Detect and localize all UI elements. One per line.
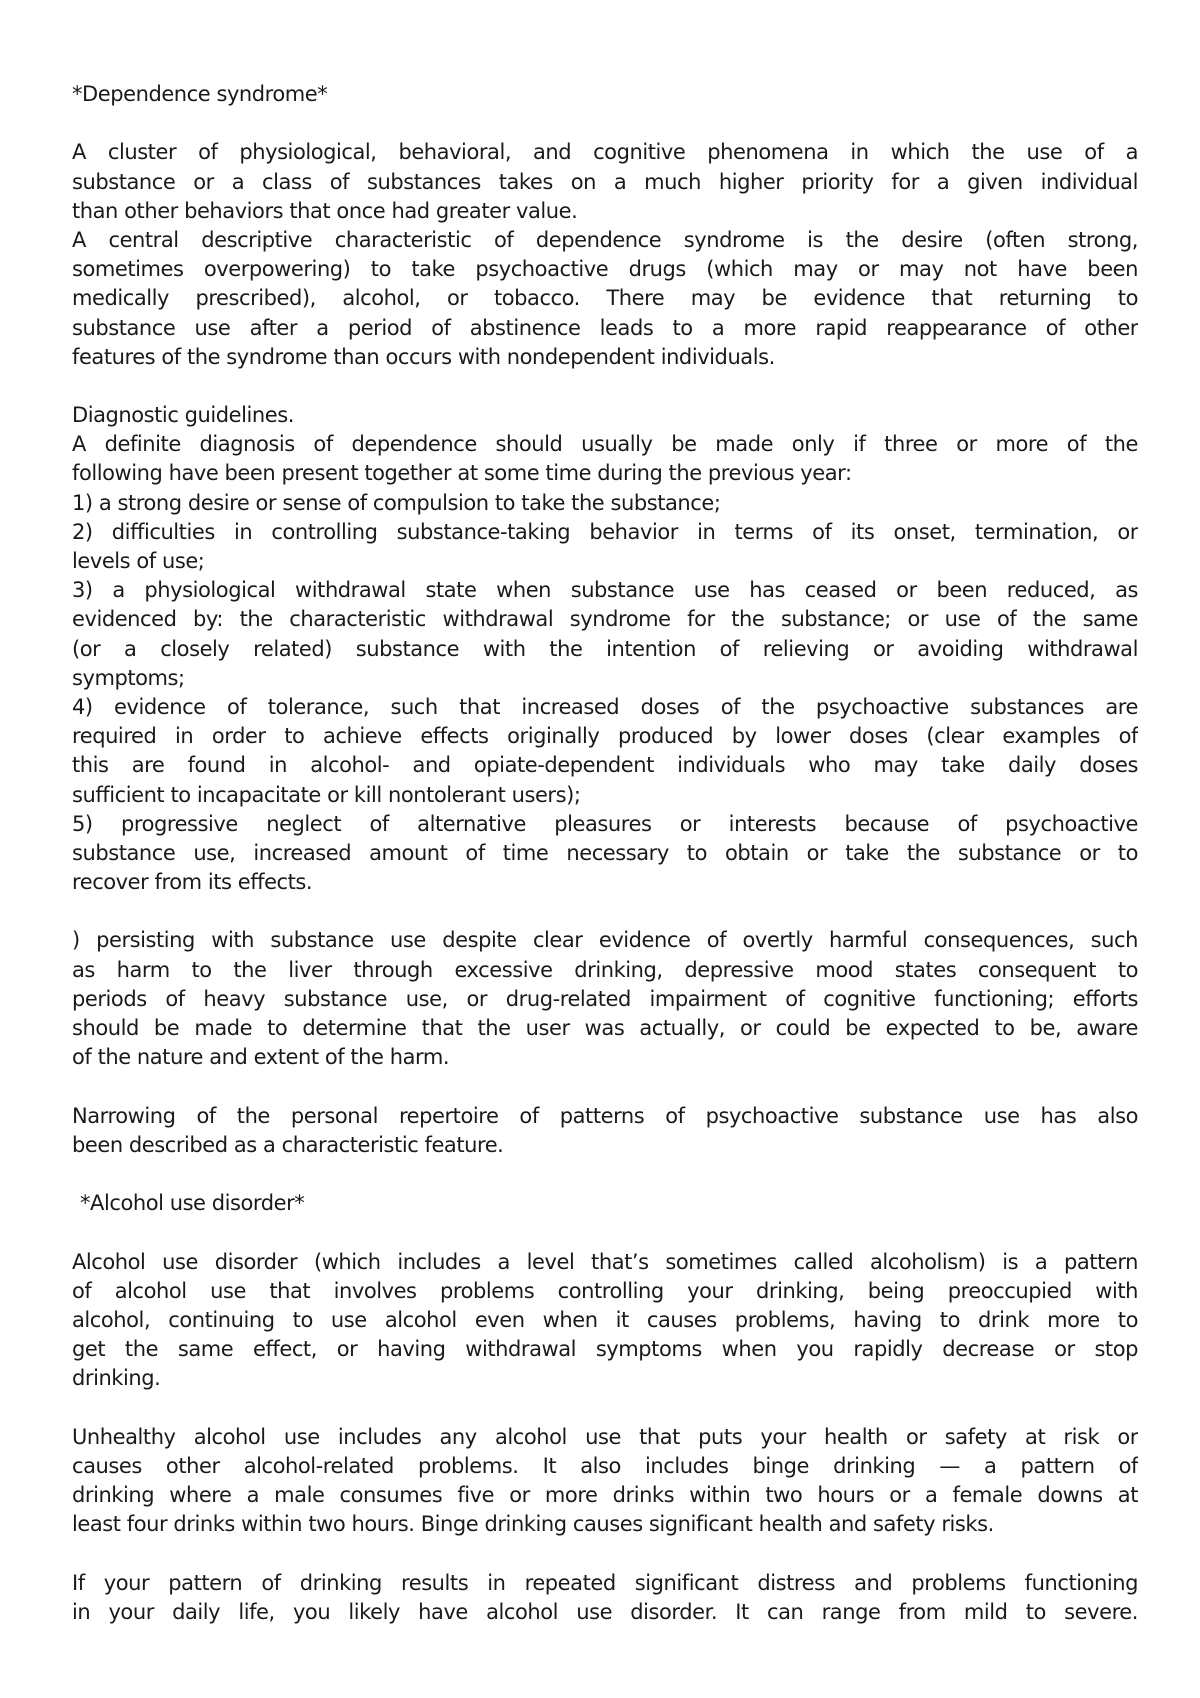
text-line: (or a closely related) substance with the intention of relieving or avoiding withdrawal [72,636,1138,661]
text-line: evidenced by: the characteristic withdrawal syndrome for the substance; or use of the same [72,607,1138,632]
text-line: required in order to achieve effects originally produced by lower doses (clear examples of [72,724,1138,749]
text-line: of alcohol use that involves problems controlling your drinking, being preoccupied with [72,1278,1138,1303]
paragraph-pattern-of-drinking [72,1569,1138,1627]
text-line: A definite diagnosis of dependence should usually be made only if three or more of the [72,432,1138,457]
list-item-3: 3) a physiological withdrawal state when substance use has ceased or been reduced, as [72,578,1138,603]
text-line: substance or a class of substances takes on a much higher priority for a given individual [72,169,1138,194]
paragraph-unhealthy-use [72,1423,1138,1540]
text-line: drinking where a male consumes five or more drinks within two hours or a female downs at [72,1483,1138,1507]
text-line: causes other alcohol-related problems. It also includes binge drinking — a pattern of [72,1453,1138,1478]
paragraph-persisting [72,926,1138,1072]
paragraph-central-characteristic [72,226,1138,372]
text-line: than other behaviors that once had greater value. [72,198,578,223]
text-line: get the same effect, or having withdrawal symptoms when you rapidly decrease or stop [72,1337,1138,1362]
text-line: medically prescribed), alcohol, or tobacco. There may be evidence that returning to [72,286,1138,311]
paragraph-diagnostic-guidelines [72,401,1138,897]
spacer [72,897,1138,926]
text-line: substance use, increased amount of time necessary to obtain or take the substance or to [72,840,1138,865]
paragraph-narrowing [72,1102,1138,1160]
paragraph-definition [72,138,1138,226]
text-line: Unhealthy alcohol use includes any alcohol use that puts your health or safety at risk or [72,1424,1138,1449]
text-line: A central descriptive characteristic of dependence syndrome is the desire (often strong, [72,227,1138,252]
text-line: symptoms; [72,665,185,690]
list-item-2: 2) difficulties in controlling substance-taking behavior in terms of its onset, termination, or [72,519,1138,544]
text-line: following have been present together at some time during the previous year: [72,461,852,486]
text-line: as harm to the liver through excessive drinking, depressive mood states consequent to [72,957,1138,982]
text-line: Narrowing of the personal repertoire of patterns of psychoactive substance use has also [72,1103,1138,1128]
text-line: sufficient to incapacitate or kill nontolerant users); [72,782,581,807]
text-line: substance use after a period of abstinence leads to a more rapid reappearance of other [72,315,1138,340]
spacer [72,109,1138,138]
text-line: been described as a characteristic feature. [72,1132,504,1157]
subheading-diagnostic-guidelines: Diagnostic guidelines. [72,403,294,428]
text-line: sometimes overpowering) to take psychoactive drugs (which may or may not have been [72,257,1138,282]
list-item-4: 4) evidence of tolerance, such that increased doses of the psychoactive substances are [72,694,1138,719]
text-line: alcohol, continuing to use alcohol even when it causes problems, having to drink more to [72,1307,1138,1332]
text-line: periods of heavy substance use, or drug-related impairment of cognitive functioning; efforts [72,986,1138,1011]
list-item-5: 5) progressive neglect of alternative pleasures or interests because of psychoactive [72,811,1138,836]
spacer [72,1539,1138,1568]
spacer [72,1160,1138,1189]
text-line: If your pattern of drinking results in repeated significant distress and problems functioning [72,1570,1138,1595]
paragraph-aud-definition [72,1248,1138,1394]
text-line: least four drinks within two hours. Binge drinking causes significant health and safety risks. [72,1512,994,1537]
text-line: Alcohol use disorder (which includes a level that’s sometimes called alcoholism) is a pattern [72,1249,1138,1274]
spacer [72,372,1138,401]
text-line: ) persisting with substance use despite clear evidence of overtly harmful consequences, such [72,928,1138,953]
text-line: this are found in alcohol- and opiate-dependent individuals who may take daily doses [72,753,1138,778]
text-line: of the nature and extent of the harm. [72,1045,450,1070]
spacer [72,1072,1138,1101]
heading-alcohol-use-disorder: *Alcohol use disorder* [80,1191,305,1216]
heading-dependence-syndrome: *Dependence syndrome* [72,82,328,106]
text-line: drinking. [72,1366,161,1391]
text-line: levels of use; [72,549,205,573]
text-line: should be made to determine that the user was actually, or could be expected to be, aware [72,1016,1138,1040]
text-line: A cluster of physiological, behavioral, and cognitive phenomena in which the use of a [72,140,1138,165]
text-line: features of the syndrome than occurs with nondependent individuals. [72,344,775,369]
text-line: in your daily life, you likely have alcohol use disorder. It can range from mild to severe. [72,1599,1138,1624]
list-item-1: 1) a strong desire or sense of compulsion to take the substance; [72,490,721,515]
spacer [72,1218,1138,1247]
spacer [72,1393,1138,1422]
text-line: recover from its effects. [72,870,313,895]
